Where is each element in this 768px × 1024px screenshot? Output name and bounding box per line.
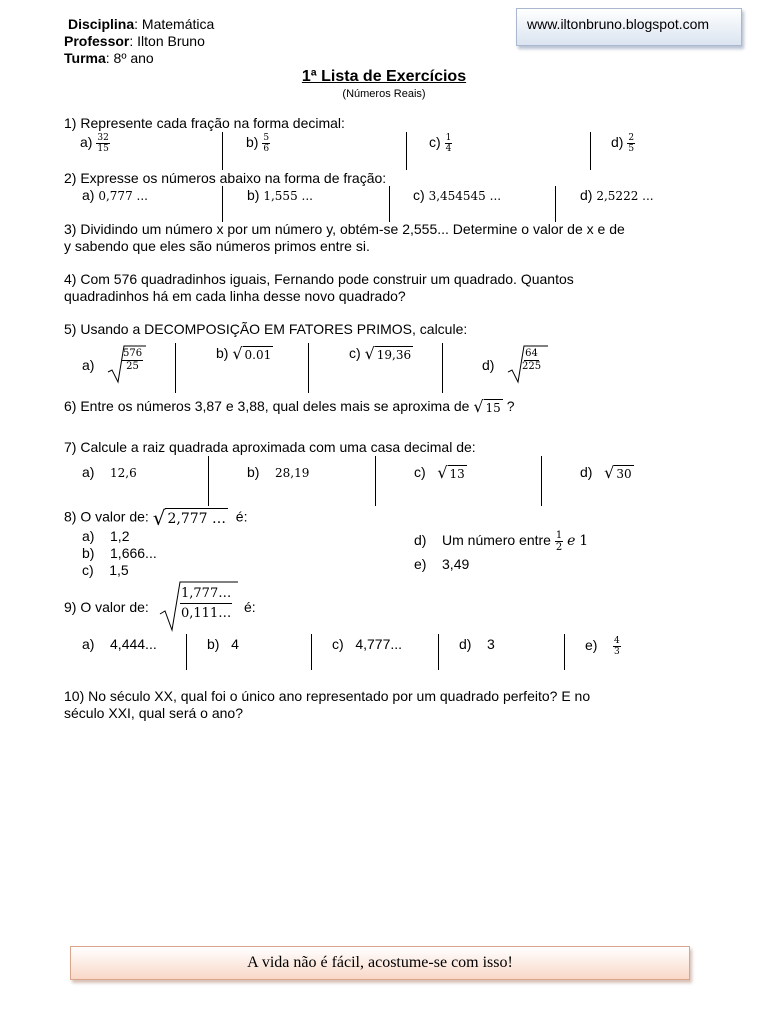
q9-num: 1,777… <box>180 586 232 604</box>
website-url[interactable]: www.iltonbruno.blogspot.com <box>527 16 710 32</box>
professor-value: : Ilton Bruno <box>129 33 205 49</box>
q9-d-label: d) <box>459 636 472 652</box>
q2-a-label: a) <box>82 187 95 203</box>
q1-c-den: 4 <box>445 144 452 154</box>
q1-b <box>246 133 270 154</box>
q7-c-label: c) <box>414 464 426 480</box>
q5-d-fraction <box>522 348 541 373</box>
q8-option-c <box>82 562 129 578</box>
divider <box>442 343 443 393</box>
q5-b-label: b) <box>216 345 229 361</box>
q1-c-num: 1 <box>445 133 452 143</box>
q1-a <box>80 133 110 154</box>
sqrt-sign: √ <box>437 463 448 483</box>
q1-d-den: 5 <box>628 144 635 154</box>
q8-d-den: 2 <box>555 542 563 553</box>
q9-b-label: b) <box>207 636 220 652</box>
q10-line1: 10) No século XX, qual foi o único ano representado por um quadrado perfeito? E no <box>64 688 591 704</box>
q7-d-sqrt <box>604 465 633 481</box>
q8-option-b <box>82 545 157 561</box>
divider <box>406 132 407 170</box>
q9-c-label: c) <box>332 636 344 652</box>
q2-d-value: 2,5222 ... <box>596 189 654 203</box>
q8-d-mid: e <box>567 533 576 550</box>
turma-value: : 8º ano <box>105 50 154 66</box>
q8-prefix: 8) O valor de: <box>64 508 149 525</box>
q1-a-den: 15 <box>97 144 109 154</box>
q7-b-value: 28,19 <box>275 466 310 480</box>
q8-d-text: Um número entre <box>442 532 551 549</box>
q7-b-label: b) <box>247 464 260 480</box>
q8-d-end: 1 <box>579 533 589 550</box>
q1-b-num: 5 <box>263 133 270 143</box>
q9-d-value: 3 <box>487 636 495 652</box>
q5-b-radicand: 0.01 <box>244 347 272 362</box>
q7-a-value: 12,6 <box>110 466 137 480</box>
q1-a-num: 32 <box>97 133 109 143</box>
divider <box>438 634 439 670</box>
divider <box>308 343 309 393</box>
sqrt-sign: √ <box>232 344 243 364</box>
q5-c-radicand: 19,36 <box>376 347 412 362</box>
q2-text: 2) Expresse os números abaixo na forma de fração: <box>64 170 387 186</box>
disciplina-value: : Matemática <box>134 16 215 32</box>
q3-line2: y sabendo que eles são números primos entre si. <box>64 238 370 254</box>
divider <box>175 343 176 393</box>
q1-d <box>611 133 635 154</box>
q3-line1: 3) Dividindo um número x por um número y, obtém-se 2,555... Determine o valor de x e de <box>64 221 625 237</box>
q2-c <box>413 187 501 203</box>
q8-option-e <box>414 556 469 572</box>
professor-label: Professor <box>64 33 130 49</box>
q1-b-fraction <box>262 133 270 154</box>
q9-c-value: 4,777... <box>355 636 403 652</box>
q5-b <box>216 345 273 362</box>
q6-radicand: 15 <box>485 400 501 415</box>
q5-b-sqrt <box>232 346 273 362</box>
q8-a-label: a) <box>82 528 95 544</box>
q2-b <box>247 187 313 203</box>
q9-e-num: 4 <box>614 636 620 646</box>
q8-suffix: é: <box>235 508 248 525</box>
q10-line2: século XXI, qual será o ano? <box>64 705 244 721</box>
q4-line2: quadradinhos há em cada linha desse novo quadrado? <box>64 288 406 304</box>
divider <box>389 186 390 222</box>
q5-c-label: c) <box>349 345 361 361</box>
q6 <box>64 398 515 415</box>
q5-d-label: d) <box>482 357 495 373</box>
q6-sqrt <box>473 399 502 415</box>
q9-b-value: 4 <box>231 636 239 652</box>
q1-b-den: 6 <box>263 144 270 154</box>
q8-b-label: b) <box>82 545 95 561</box>
q9-option-d <box>459 636 495 652</box>
q8-b-value: 1,666... <box>110 545 157 561</box>
divider <box>222 132 223 170</box>
q9-suffix: é: <box>244 599 256 615</box>
page-subtitle: (Números Reais) <box>342 88 426 100</box>
q7-a <box>82 464 137 480</box>
q8-d-fraction <box>555 530 563 553</box>
footer-text: A vida não é fácil, acostume-se com isso! <box>247 954 513 971</box>
q6-end: ? <box>506 398 515 414</box>
sqrt-sign: √ <box>152 506 166 530</box>
q5-d-num: 64 <box>525 348 538 359</box>
divider <box>541 456 542 506</box>
q2-a-value: 0,777 ... <box>98 189 148 203</box>
q7-d-label: d) <box>580 464 593 480</box>
website-box <box>516 8 742 46</box>
q9-option-c <box>332 636 402 652</box>
divider <box>222 186 223 222</box>
q9-den: 0,111… <box>181 606 232 621</box>
q7-d <box>580 464 634 481</box>
q1-d-num: 2 <box>628 133 635 143</box>
q2-b-value: 1,555 ... <box>263 189 313 203</box>
q8-e-label: e) <box>414 556 427 572</box>
divider <box>375 456 376 506</box>
q5-c-sqrt <box>365 346 414 362</box>
q1-c-fraction <box>445 133 453 154</box>
divider <box>311 634 312 670</box>
q6-text: 6) Entre os números 3,87 e 3,88, qual deles mais se aproxima de <box>64 398 470 414</box>
q2-c-label: c) <box>413 187 425 203</box>
divider <box>208 456 209 506</box>
sqrt-sign: √ <box>364 344 375 364</box>
q9-prefix: 9) O valor de: <box>64 599 149 615</box>
q9-frac <box>180 586 232 621</box>
q9-e-label: e) <box>585 637 598 654</box>
q9-option-a <box>82 636 157 652</box>
q1-d-label: d) <box>611 134 624 151</box>
q9-e-den: 3 <box>614 647 620 657</box>
q9-option-b <box>207 636 239 652</box>
q9-option-e <box>585 636 621 657</box>
q1-text: 1) Represente cada fração na forma decimal: <box>64 115 345 131</box>
divider <box>555 186 556 222</box>
sqrt-sign: √ <box>604 463 615 483</box>
divider <box>186 634 187 670</box>
q8-c-value: 1,5 <box>109 562 129 578</box>
page-title: 1ª Lista de Exercícios <box>301 68 467 85</box>
divider <box>590 132 591 170</box>
q2-d <box>580 187 654 203</box>
q7-c <box>414 464 467 481</box>
q2-a <box>82 187 148 203</box>
q8-option-a <box>82 528 129 544</box>
q7-c-sqrt <box>437 465 466 481</box>
q1-c <box>429 133 452 154</box>
q8-sqrt <box>153 508 228 528</box>
q8-line <box>64 508 247 528</box>
q5-a-num: 576 <box>123 348 143 359</box>
sqrt-sign: √ <box>473 397 484 417</box>
footer-box <box>70 946 690 980</box>
q9-e-fraction <box>613 636 621 657</box>
q4-line1: 4) Com 576 quadradinhos iguais, Fernando pode construir um quadrado. Quantos <box>64 271 574 287</box>
q7-text: 7) Calcule a raiz quadrada aproximada com uma casa decimal de: <box>64 439 476 455</box>
q2-c-value: 3,454545 ... <box>428 189 502 203</box>
q8-c-label: c) <box>82 562 94 578</box>
q1-a-fraction <box>96 133 109 154</box>
q8-e-value: 3,49 <box>442 556 470 572</box>
q7-d-radicand: 30 <box>616 466 632 481</box>
q7-a-label: a) <box>82 464 95 480</box>
q8-d-label: d) <box>414 532 427 549</box>
q2-d-label: d) <box>580 187 593 203</box>
q1-c-label: c) <box>429 134 441 151</box>
q9-a-value: 4,444... <box>110 636 157 652</box>
q5-a-label: a) <box>82 357 95 373</box>
disciplina-line <box>68 16 214 32</box>
q2-b-label: b) <box>247 187 260 203</box>
q1-a-label: a) <box>80 134 93 151</box>
q5-d-den: 225 <box>522 361 542 372</box>
q8-option-d <box>414 530 588 553</box>
q8-a-value: 1,2 <box>110 528 130 544</box>
q1-d-fraction <box>627 133 635 154</box>
q5-c <box>349 345 413 362</box>
q8-d-num: 1 <box>555 530 563 541</box>
turma-line <box>64 50 154 66</box>
professor-line <box>64 33 205 49</box>
q5-a-fraction <box>122 348 143 373</box>
q5-a-den: 25 <box>126 361 139 372</box>
turma-label: Turma <box>64 50 106 66</box>
q7-b <box>247 464 309 480</box>
q1-b-label: b) <box>246 134 259 151</box>
divider <box>564 634 565 670</box>
q9-fraction <box>180 586 232 621</box>
q8-radicand: 2,777 … <box>165 508 228 528</box>
q7-c-radicand: 13 <box>449 466 465 481</box>
q9-a-label: a) <box>82 636 95 652</box>
disciplina-label: Disciplina <box>68 16 135 32</box>
q5-text: 5) Usando a DECOMPOSIÇÃO EM FATORES PRIMOS, calcule: <box>64 321 468 337</box>
